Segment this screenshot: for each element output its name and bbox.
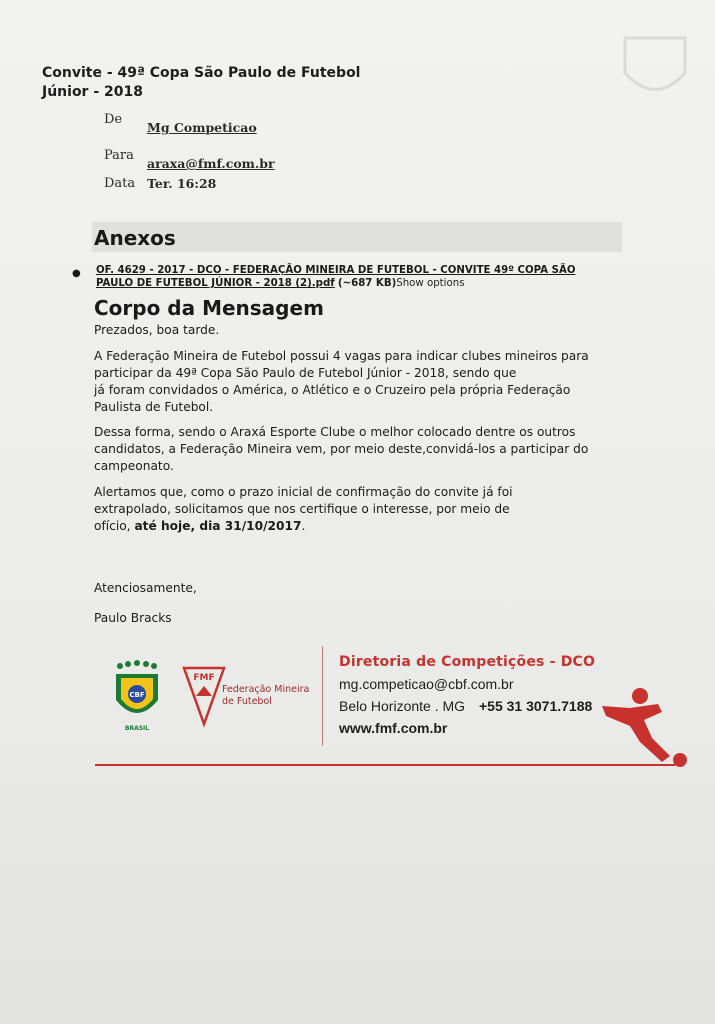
contact-phone: +55 31 3071.7188 <box>479 698 593 714</box>
paragraph-3 <box>94 484 614 535</box>
contact-email[interactable]: mg.competicao@cbf.com.br <box>339 676 514 692</box>
deadline-text: até hoje, dia 31/10/2017 <box>134 519 302 533</box>
fmf-name <box>222 684 322 708</box>
paragraph-2 <box>94 424 614 475</box>
cbf-logo-text: CBF <box>129 691 145 699</box>
show-options-link[interactable]: Show options <box>396 278 465 289</box>
date-value: Ter. 16:28 <box>147 176 217 191</box>
p3-line-2: extrapolado, solicitamos que nos certifique o interesse, por meio de <box>94 502 510 516</box>
p3-line-1: Alertamos que, como o prazo inicial de confirmação do convite já foi <box>94 485 513 499</box>
attachments-title: Anexos <box>94 226 176 250</box>
p1-line-4: Paulista de Futebol. <box>94 400 214 414</box>
p1-line-3: já foram convidados o América, o Atlético e o Cruzeiro pela própria Federação <box>94 383 571 397</box>
body-title: Corpo da Mensagem <box>94 296 324 320</box>
paragraph-1 <box>94 348 614 416</box>
cbf-crest-icon <box>110 660 164 732</box>
soccer-player-icon <box>600 686 692 770</box>
fmf-abbr: FMF <box>193 673 215 683</box>
greeting <box>94 322 614 339</box>
contact-site[interactable]: www.fmf.com.br <box>339 720 448 736</box>
to-value[interactable]: araxa@fmf.com.br <box>147 156 275 171</box>
watermark-crest-icon <box>615 28 695 108</box>
p3-line-3-start: ofício, <box>94 519 135 533</box>
contact-city: Belo Horizonte . MG <box>339 698 466 714</box>
attachment-bullet: ● <box>72 268 81 279</box>
to-label: Para <box>104 148 134 163</box>
date-label: Data <box>104 176 136 191</box>
subject-line-1: Convite - 49ª Copa São Paulo de Futebol <box>42 65 361 81</box>
p1-line-2: participar da 49ª Copa São Paulo de Futebol Júnior - 2018, sendo que <box>94 366 517 380</box>
department-title: Diretoria de Competições - DCO <box>339 654 596 670</box>
p3-line-3-end: . <box>301 519 306 533</box>
p2-line-2: candidatos, a Federação Mineira vem, por meio deste,convidá-los a participar do <box>94 442 589 456</box>
from-value[interactable]: Mg Competicao <box>147 120 257 135</box>
attachment-item <box>96 264 606 290</box>
closing: Atenciosamente, <box>94 581 197 595</box>
fmf-name-line-2: de Futebol <box>222 696 272 707</box>
footer-divider <box>322 646 323 746</box>
p3-line-3 <box>94 518 614 535</box>
attachment-file-line-1[interactable]: OF. 4629 - 2017 - DCO - FEDERAÇÃO MINEIRA DE FUTEBOL - CONVITE 49º COPA SÃO <box>96 265 576 276</box>
subject-line-2: Júnior - 2018 <box>42 84 143 100</box>
greeting-text: Prezados, boa tarde. <box>94 323 220 337</box>
p2-line-3: campeonato. <box>94 459 174 473</box>
p2-line-1: Dessa forma, sendo o Araxá Esporte Clube o melhor colocado dentre os outros <box>94 425 576 439</box>
fmf-name-line-1: Federação Mineira <box>222 684 310 695</box>
signature-name: Paulo Bracks <box>94 611 172 625</box>
footer-rule <box>95 764 675 766</box>
cbf-brasil-text: BRASIL <box>124 725 150 732</box>
email-subject <box>42 64 402 102</box>
attachment-size: (~687 KB) <box>337 278 397 289</box>
attachment-file-line-2[interactable]: PAULO DE FUTEBOL JÚNIOR - 2018 (2).pdf <box>96 278 335 289</box>
p1-line-1: A Federação Mineira de Futebol possui 4 vagas para indicar clubes mineiros para <box>94 349 589 363</box>
fmf-logo-icon <box>182 664 226 728</box>
from-label: De <box>104 112 123 127</box>
